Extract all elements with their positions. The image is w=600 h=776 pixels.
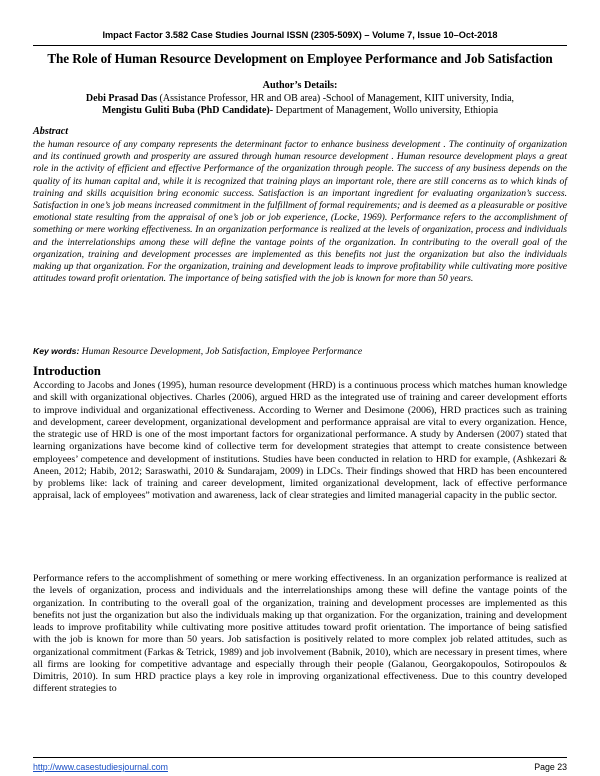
author-1-affiliation: (Assistance Professor, HR and OB area) -School of Management, KIIT university, India,: [157, 93, 515, 104]
abstract-heading: Abstract: [33, 126, 69, 137]
introduction-paragraph-1: According to Jacobs and Jones (1995), human resource development (HRD) is a continuous process which matches human knowledge and skill with organizational objectives. Charles (2006), argued HRD as the integrated use of training and career development efforts to improve individual and organizational effectiveness. According to Werner and Desimone (2006), HRD practices such as training and development, career development, organizational development and performance appraisal are vital to every organization. Hence, the strategic use of HRD is one of the most important factors for organizational performance. A study by Andersen (2007) stated that learning organizations have become kind of collective term for development strategies that attempt to create consistence between employees’ competence and development of institutions. Studies have been conducted in relation to HRD for example, (Ashkezari & Aneen, 2012; Habib, 2012; Saraswathi, 2010 & Sundarajam, 2009) in LDCs. Their findings showed that HRD has been encountered by problems like: lack of training and career development, limited organizational development, lack of effective performance appraisal, lack of employees” motivation and awareness, lack of clear strategies and limited managerial capacity in the public sector.: [33, 380, 567, 502]
abstract-body: the human resource of any company represents the determinant factor to enhance business development . The continuity of organization and its continued growth and prosperity are assured through human resource development . Human resource development plays a great role in the activity of efficient and effective Performance of the organization through people. The success of any business depends on the quality of its human capital and, while it is recognized that training plays an important role, there are still concerns as to which kinds of training and skills acquisition bring economic success. Satisfaction is an important ingredient for evaluating organization’s success. Satisfaction in one’s job means increased commitment in the fulfillment of formal requirements; and is deemed as a pleasurable or positive emotional state resulting from the appraisal of one’s job or job experience, (Locke, 1969). Performance refers to the accomplishment of something or mere working effectiveness. In an organization performance is realized at the levels of organization, process and individuals and the interrelationships among these will define the vantage points of the organization. In contributing to the overall goal of the organization, training and development processes are implemented as this benefits not just the organization but also the individuals making up that organization. For the organization, training and development leads to improve profitability while cultivating more positive attitudes toward profit orientation. The importance of being satisfied with the job is known for more than 50 years.: [33, 139, 567, 285]
introduction-paragraph-2: Performance refers to the accomplishment of something or mere working effectiveness. In an organization performance is realized at the levels of organization, process and individuals and the interrelationships among these will define the vantage points of the organization. In contributing to the overall goal of the organization, training and development processes are implemented as this benefits not just the organization but also the individuals making up that organization. For the organization, training and development leads to improve profitability while cultivating more positive attitudes toward profit orientation. The importance of being satisfied with the job is known for more than 50 years. Job satisfaction is positively related to more complex job related attitudes, such as organizational commitment (Farkas & Tetrick, 1989) and job involvement (Babnik, 2010), which are necessary in present times, where all firms are looking for competitive advantage and especially through their people (Galanou, Georgakopoulos, Sotiropoulos & Dimitris, 2010). In sum HRD practice plays a key role in improving organizational effectiveness. Due to this country developed different strategies to: [33, 573, 567, 695]
authors-heading: Author’s Details:: [262, 80, 338, 91]
keywords: [33, 346, 567, 357]
header-rule: [33, 45, 567, 46]
author-2: [0, 105, 600, 116]
footer-rule: [33, 757, 567, 758]
author-1-name: Debi Prasad Das: [85, 93, 158, 104]
journal-link[interactable]: http://www.casestudiesjournal.com: [33, 762, 168, 772]
page-number: Page 23: [534, 762, 567, 772]
author-2-name: Mengistu Guliti Buba (PhD Candidate)-: [101, 105, 274, 116]
keywords-label: Key words:: [33, 346, 80, 356]
author-1: [0, 93, 600, 104]
introduction-heading: Introduction: [33, 364, 101, 378]
keywords-text: Human Resource Development, Job Satisfaction, Employee Performance: [79, 346, 363, 357]
author-2-affiliation: Department of Management, Wollo university, Ethiopia: [273, 105, 499, 116]
paper-title: The Role of Human Resource Development on Employee Performance and Job Satisfaction: [47, 51, 553, 66]
journal-header: Impact Factor 3.582 Case Studies Journal ISSN (2305-509X) – Volume 7, Issue 10–Oct-2018: [102, 30, 498, 40]
